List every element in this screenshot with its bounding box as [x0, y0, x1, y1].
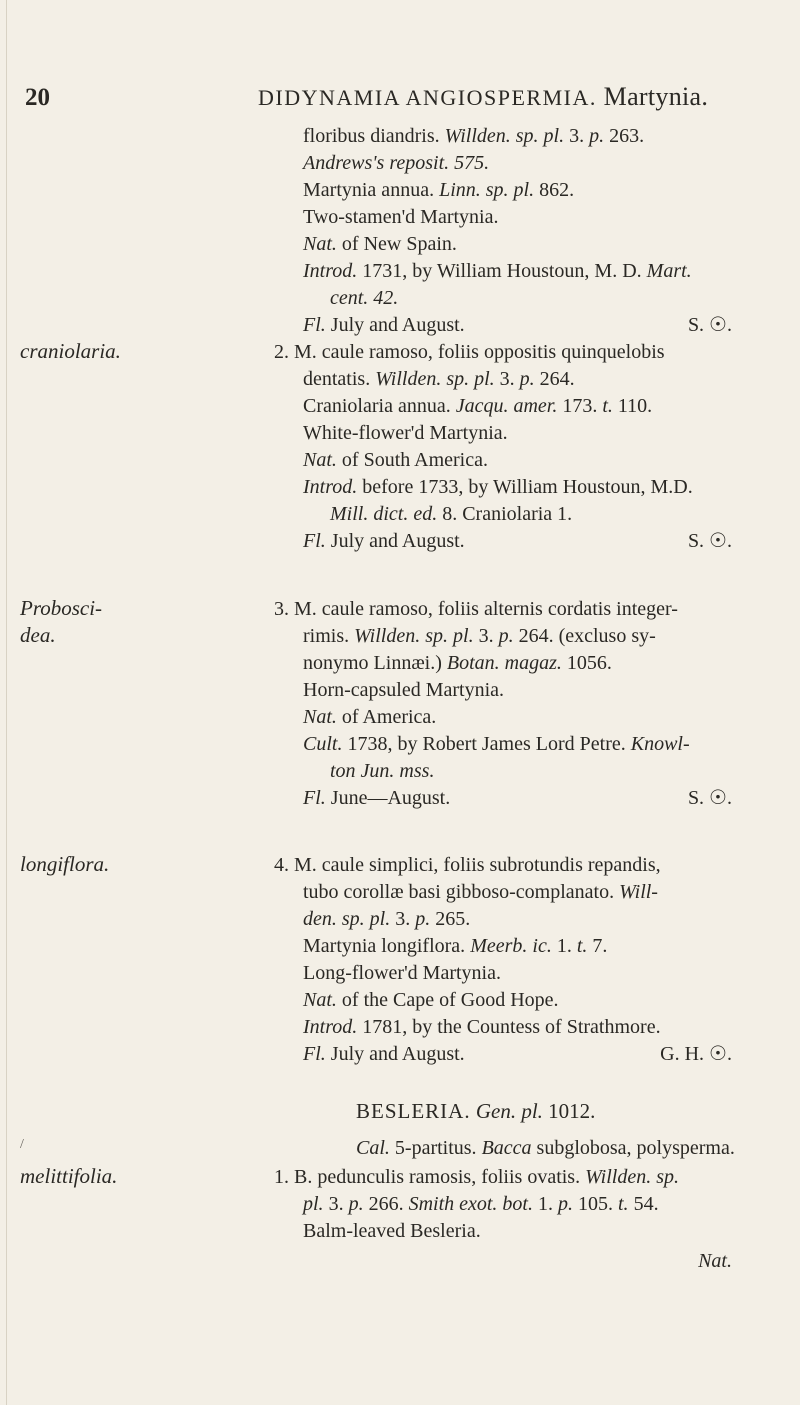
line: Fl. July and August. [303, 530, 465, 552]
habitat-sign: G. H. ☉. [660, 1043, 732, 1065]
line: White-flower'd Martynia. [303, 422, 508, 444]
running-header [0, 80, 800, 120]
line: 1. B. pedunculis ramosis, foliis ovatis. Willden. sp. [274, 1166, 679, 1188]
margin-species-name: longiflora. [20, 852, 110, 876]
running-genus: Martynia. [603, 82, 709, 111]
line: floribus diandris. Willden. sp. pl. 3. p. 263. [303, 125, 645, 147]
line: den. sp. pl. 3. p. 265. [303, 908, 471, 930]
line: Nat. of South America. [303, 449, 488, 471]
line: Fl. July and August. [303, 314, 465, 336]
habitat-sign: S. ☉. [687, 314, 732, 336]
page-edge [6, 0, 7, 1405]
page-number: 20 [25, 84, 50, 111]
line: 3. M. caule ramoso, foliis alternis cordatis integer- [274, 598, 678, 620]
line: cent. 42. [330, 287, 399, 309]
margin-species-name: craniolaria. [20, 339, 121, 363]
catchword: Nat. [698, 1250, 732, 1272]
line: Long-flower'd Martynia. [303, 962, 501, 984]
line: Martynia annua. Linn. sp. pl. 862. [303, 179, 575, 201]
line: Fl. July and August. [303, 1043, 465, 1065]
margin-species-name: Probosci- [20, 596, 103, 620]
line: Cult. 1738, by Robert James Lord Petre. Knowl- [303, 733, 690, 755]
genus-character: Cal. 5-partitus. Bacca subglobosa, polysperma. [356, 1137, 735, 1159]
line: Mill. dict. ed. 8. Craniolaria 1. [330, 503, 573, 525]
line: Introd. 1781, by the Countess of Strathmore. [303, 1016, 661, 1038]
habitat-sign: S. ☉. [687, 787, 732, 809]
line: Nat. of America. [303, 706, 437, 728]
line: tubo corollæ basi gibboso-complanato. Will- [303, 881, 658, 903]
running-title [258, 82, 708, 112]
genus-heading: BESLERIA. Gen. pl. 1012. [356, 1099, 596, 1123]
line: Nat. of the Cape of Good Hope. [303, 989, 559, 1011]
line: Horn-capsuled Martynia. [303, 679, 505, 701]
line: dentatis. Willden. sp. pl. 3. p. 264. [303, 368, 575, 390]
line: nonymo Linnæi.) Botan. magaz. 1056. [303, 652, 612, 674]
habitat-sign: S. ☉. [687, 530, 732, 552]
running-title-text: DIDYNAMIA ANGIOSPERMIA. [258, 85, 597, 110]
margin-mark: / [20, 1137, 24, 1152]
line: Introd. before 1733, by William Houstoun, M.D. [303, 476, 693, 498]
line: Martynia longiflora. Meerb. ic. 1. t. 7. [303, 935, 608, 957]
margin-species-name: melittifolia. [20, 1164, 118, 1188]
line: ton Jun. mss. [330, 760, 435, 782]
line: Craniolaria annua. Jacqu. amer. 173. t. 110. [303, 395, 653, 417]
line: Two-stamen'd Martynia. [303, 206, 499, 228]
line: Fl. June—August. [303, 787, 451, 809]
line: Nat. of New Spain. [303, 233, 457, 255]
line: pl. 3. p. 266. Smith exot. bot. 1. p. 105. t. 54. [303, 1193, 659, 1215]
margin-species-name-cont: dea. [20, 623, 56, 647]
line: Andrews's reposit. 575. [303, 152, 490, 174]
line: Balm-leaved Besleria. [303, 1220, 481, 1242]
line: 4. M. caule simplici, foliis subrotundis repandis, [274, 854, 661, 876]
line: Introd. 1731, by William Houstoun, M. D. Mart. [303, 260, 692, 282]
line: rimis. Willden. sp. pl. 3. p. 264. (excluso sy- [303, 625, 656, 647]
line: 2. M. caule ramoso, foliis oppositis quinquelobis [274, 341, 665, 363]
